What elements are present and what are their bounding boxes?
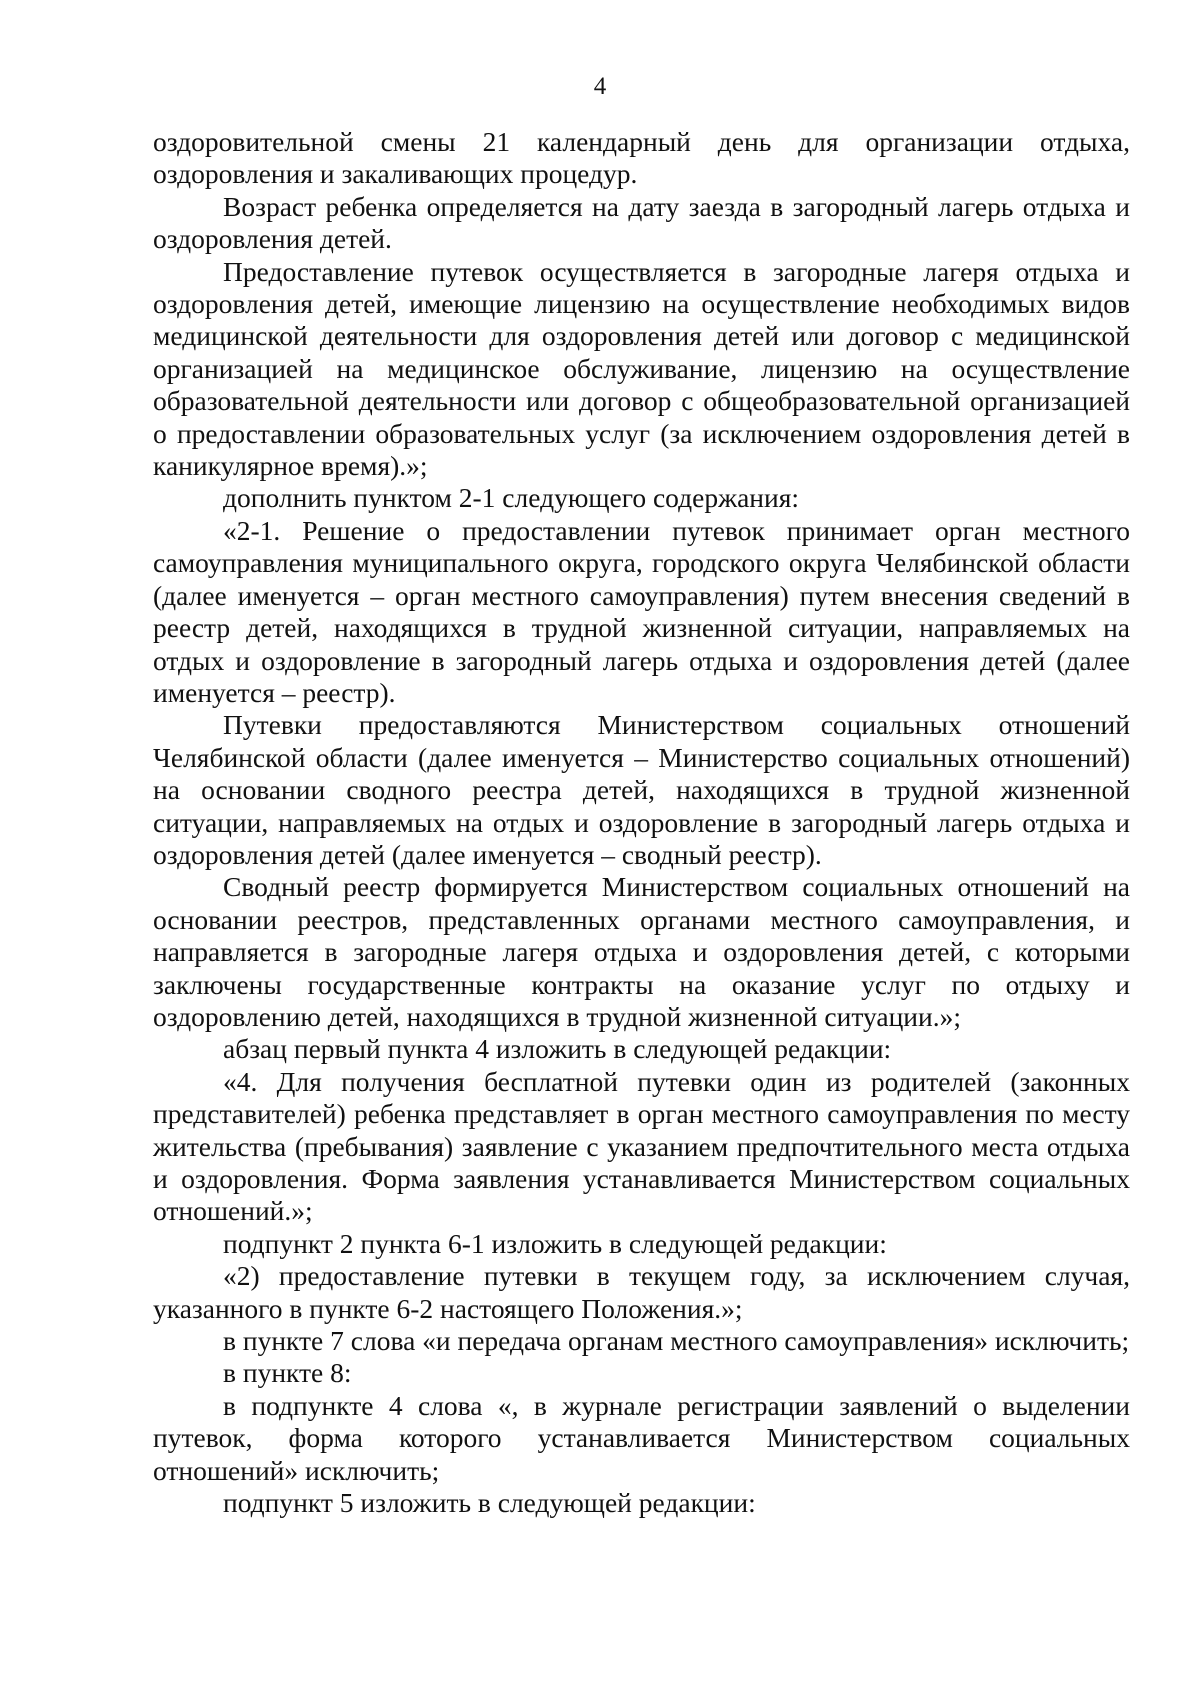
paragraph-item-7: в пункте 7 слова «и передача органам местного самоуправления» исключить;	[223, 1325, 1130, 1357]
paragraph-add-item-2-1: дополнить пунктом 2-1 следующего содержания:	[223, 482, 800, 514]
paragraph-subitem-2-instruction: подпункт 2 пункта 6-1 изложить в следующей редакции:	[223, 1227, 887, 1259]
paragraph-item-4: «4. Для получения бесплатной путевки один из родителей (законных представителей) ребенка представляет в орган местного самоуправления по месту жительства (пребывания) заявление с указанием предпочтительного места отдыха и оздоровления. Форма заявления устанавливается Министерством социальных отношений.»;	[153, 1065, 1130, 1227]
paragraph-continuation: оздоровительной смены 21 календарный день для организации отдыха, оздоровления и закаливающих процедур.	[153, 126, 1130, 190]
document-body	[153, 126, 1130, 1519]
paragraph-consolidated-registry: Сводный реестр формируется Министерством социальных отношений на основании реестров, представленных органами местного самоуправления, и направляется в загородные лагеря отдыха и оздоровления детей, с которыми заключены государственные контракты на оказание услуг по отдыху и оздоровлению детей, находящихся в трудной жизненной ситуации.»;	[153, 871, 1130, 1032]
paragraph-item-8: в пункте 8:	[223, 1357, 352, 1389]
paragraph-subitem-4: в подпункте 4 слова «, в журнале регистрации заявлений о выделении путевок, форма которого устанавливается Министерством социальных отношений» исключить;	[153, 1389, 1130, 1486]
paragraph-subitem-2: «2) предоставление путевки в текущем году, за исключением случая, указанного в пункте 6-2 настоящего Положения.»;	[153, 1260, 1130, 1324]
paragraph-subitem-5-instruction: подпункт 5 изложить в следующей редакции:	[223, 1487, 756, 1519]
paragraph-child-age: Возраст ребенка определяется на дату заезда в загородный лагерь отдыха и оздоровления детей.	[153, 190, 1130, 255]
paragraph-voucher-provision: Предоставление путевок осуществляется в загородные лагеря отдыха и оздоровления детей, имеющие лицензию на осуществление необходимых видов медицинской деятельности для оздоровления детей или договор с медицинской организацией на медицинское обслуживание, лицензию на осуществление образовательной деятельности или договор с общеобразовательной организацией о предоставлении образовательных услуг (за исключением оздоровления детей в каникулярное время).»;	[153, 255, 1130, 482]
paragraph-item-4-instruction: абзац первый пункта 4 изложить в следующей редакции:	[223, 1033, 892, 1065]
paragraph-item-2-1: «2-1. Решение о предоставлении путевок принимает орган местного самоуправления муниципального округа, городского округа Челябинской области (далее именуется – орган местного самоуправления) путем внесения сведений в реестр детей, находящихся в трудной жизненной ситуации, направляемых на отдых и оздоровление в загородный лагерь отдыха и оздоровления детей (далее именуется – реестр).	[153, 514, 1130, 708]
paragraph-vouchers-ministry: Путевки предоставляются Министерством социальных отношений Челябинской области (далее именуется – Министерство социальных отношений) на основании сводного реестра детей, находящихся в трудной жизненной ситуации, направляемых на отдых и оздоровление в загородный лагерь отдыха и оздоровления детей (далее именуется – сводный реестр).	[153, 709, 1130, 870]
page-number: 4	[593, 73, 607, 100]
